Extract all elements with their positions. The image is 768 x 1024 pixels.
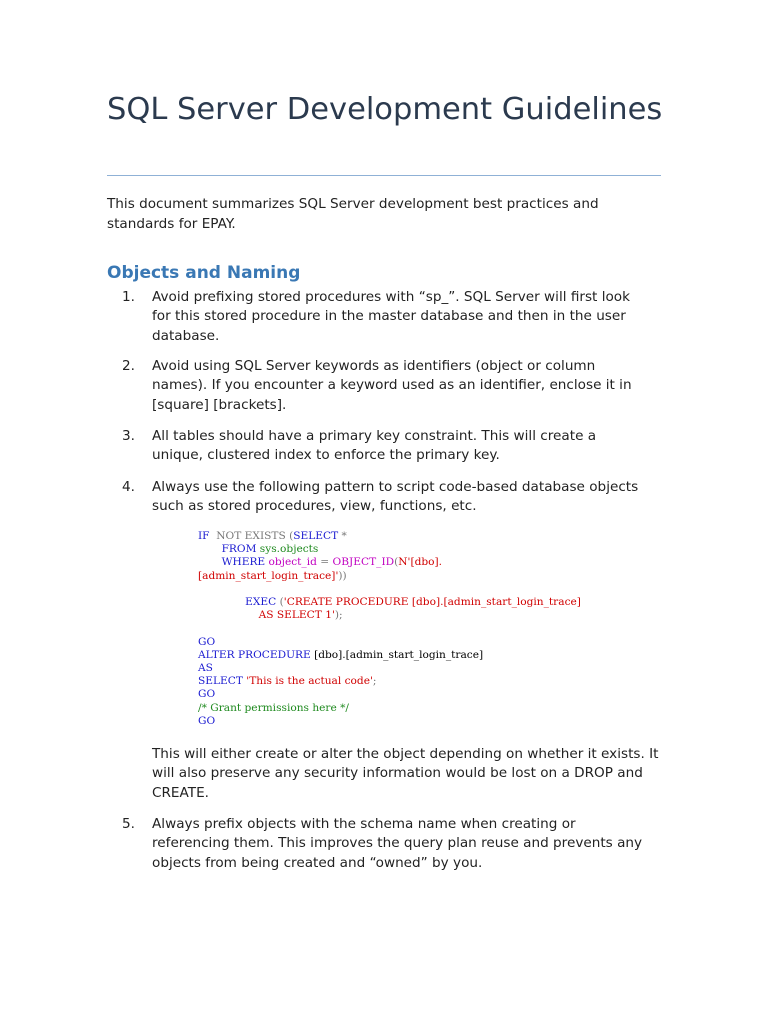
code-token: OBJECT_ID [332,556,395,569]
document-title: SQL Server Development Guidelines [107,92,663,127]
code-token: AS [198,662,213,675]
list-item-text: Always prefix objects with the schema name when creating or referencing them. This improves the query plan reuse and prevents any objects from being created and “owned” by you. [152,816,643,871]
list-item-number: 5. [122,816,135,832]
code-token: NOT EXISTS ( [209,530,294,542]
code-token: 'This is the actual code' [242,675,373,688]
intro-paragraph: This document summarizes SQL Server development best practices and standards for EPAY. [107,196,599,232]
title-divider [107,175,661,176]
code-token: )) [338,569,347,582]
code-token: /* Grant permissions here */ [198,701,349,714]
code-token: GO [198,714,216,727]
code-token: GO [198,688,216,701]
list-item-text: Always use the following pattern to script code-based database objects such as stored procedures, view, functions, etc. [152,479,639,515]
code-token: ( [276,596,284,609]
list-item-text: Avoid using SQL Server keywords as identifiers (object or column names). If you encounter a keyword used as an identifier, enclose it in [square] [brackets]. [152,358,632,413]
list-item-number: 4. [122,479,135,495]
code-token: ; [372,675,377,688]
code-token: 'CREATE PROCEDURE [dbo].[admin_start_login_trace] [283,596,581,609]
code-token: sys.objects [256,543,319,556]
code-token: SELECT [293,530,339,542]
list-item-text: All tables should have a primary key constraint. This will create a unique, clustered index to enforce the primary key. [152,428,597,464]
after-code-paragraph: This will either create or alter the object depending on whether it exists. It will also preserve any security information would be lost on a DROP and CREATE. [152,746,659,801]
code-token: [admin_start_login_trace]' [198,569,339,582]
code-token: SELECT [198,675,243,688]
code-token: = [316,556,333,569]
code-token: AS SELECT 1' [258,609,335,622]
list-item-number: 2. [122,358,135,374]
code-token: EXEC [245,596,277,609]
code-token: FROM [221,543,257,556]
list-item-text: Avoid prefixing stored procedures with “sp_”. SQL Server will first look for this stored procedure in the master database and then in the user database. [152,289,630,344]
code-token: * [338,530,347,542]
code-token: ALTER PROCEDURE [198,648,311,661]
code-token: ); [334,609,343,622]
code-token: object_id [265,556,317,569]
code-token: [dbo].[admin_start_login_trace] [310,648,484,661]
code-token: GO [198,635,216,648]
code-block [198,530,668,728]
code-token: IF [198,530,210,542]
code-token: ( [394,556,399,569]
code-token: WHERE [221,556,266,569]
section-heading: Objects and Naming [107,263,301,283]
code-token: N'[dbo]. [398,556,443,569]
list-item-number: 3. [122,428,135,444]
list-item-number: 1. [122,289,135,305]
